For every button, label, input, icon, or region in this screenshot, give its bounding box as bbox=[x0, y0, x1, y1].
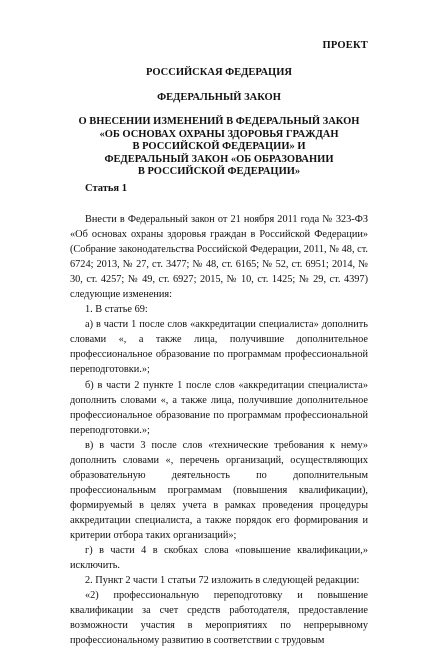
paragraph: 2. Пункт 2 части 1 статьи 72 изложить в следующей редакции: bbox=[85, 575, 360, 587]
law-title-line: «ОБ ОСНОВАХ ОХРАНЫ ЗДОРОВЬЯ ГРАЖДАН bbox=[99, 128, 339, 140]
paragraph: Внести в Федеральный закон от 21 ноября 2011 года № 323-ФЗ «Об основах охраны здоровья граждан в Российской Федерации» (Собрание законодательства Российской Федерации, 2011, № 48, ст. 6724; 2013, № 27, ст. 3477; № 48, ст. 6165; № 52, ст. 6951; 2014, № 30, ст. 4257; № 49, ст. 6927; 2015, № 10, ст. 1425; № 29, ст. 4397) следующие изменения: bbox=[70, 214, 368, 301]
law-title-line: В РОССИЙСКОЙ ФЕДЕРАЦИИ» И bbox=[132, 141, 306, 152]
document-header bbox=[70, 67, 368, 179]
paragraph: «2) профессиональную переподготовку и повышение квалификации за счет средств работодателя, предоставление возможности участия в мероприятиях по непрерывному профессиональному развитию в соответствии с трудовым bbox=[70, 590, 368, 647]
law-title-line: ФЕДЕРАЛЬНЫЙ ЗАКОН «ОБ ОБРАЗОВАНИИ bbox=[104, 153, 334, 165]
paragraph: г) в части 4 в скобках слова «повышение квалификации,» исключить. bbox=[70, 545, 368, 572]
paragraph: 1. В статье 69: bbox=[85, 304, 148, 316]
law-title-line: В РОССИЙСКОЙ ФЕДЕРАЦИИ» bbox=[137, 166, 301, 177]
paragraph: б) в части 2 пункте 1 после слов «аккредитации специалиста» дополнить словами «, а также лица, получившие дополнительное профессиональное образование по программам профессиональной переподготовки.»; bbox=[70, 379, 368, 436]
paragraph: а) в части 1 после слов «аккредитации специалиста» дополнить словами «, а также лица, получившие дополнительное профессиональное образование по программам профессиональной переподготовки.»; bbox=[70, 319, 368, 376]
law-type: ФЕДЕРАЛЬНЫЙ ЗАКОН bbox=[157, 91, 281, 103]
country-name: РОССИЙСКАЯ ФЕДЕРАЦИЯ bbox=[146, 67, 292, 78]
paragraph: в) в части 3 после слов «технические требования к нему» дополнить словами «, перечень организаций, осуществляющих образовательную деятельность по дополнительным профессиональным программам (повышения квалификации), формируемый в целях учета в рамках проведения процедуры аккредитации специалиста, а также порядок его формирования и критерии отбора таких организаций»; bbox=[70, 439, 368, 541]
law-title bbox=[70, 116, 368, 179]
draft-stamp: ПРОЕКТ bbox=[322, 40, 368, 51]
law-title-line: О ВНЕСЕНИИ ИЗМЕНЕНИЙ В ФЕДЕРАЛЬНЫЙ ЗАКОН bbox=[78, 116, 360, 127]
document-body bbox=[70, 212, 368, 648]
article-heading: Статья 1 bbox=[85, 183, 127, 194]
